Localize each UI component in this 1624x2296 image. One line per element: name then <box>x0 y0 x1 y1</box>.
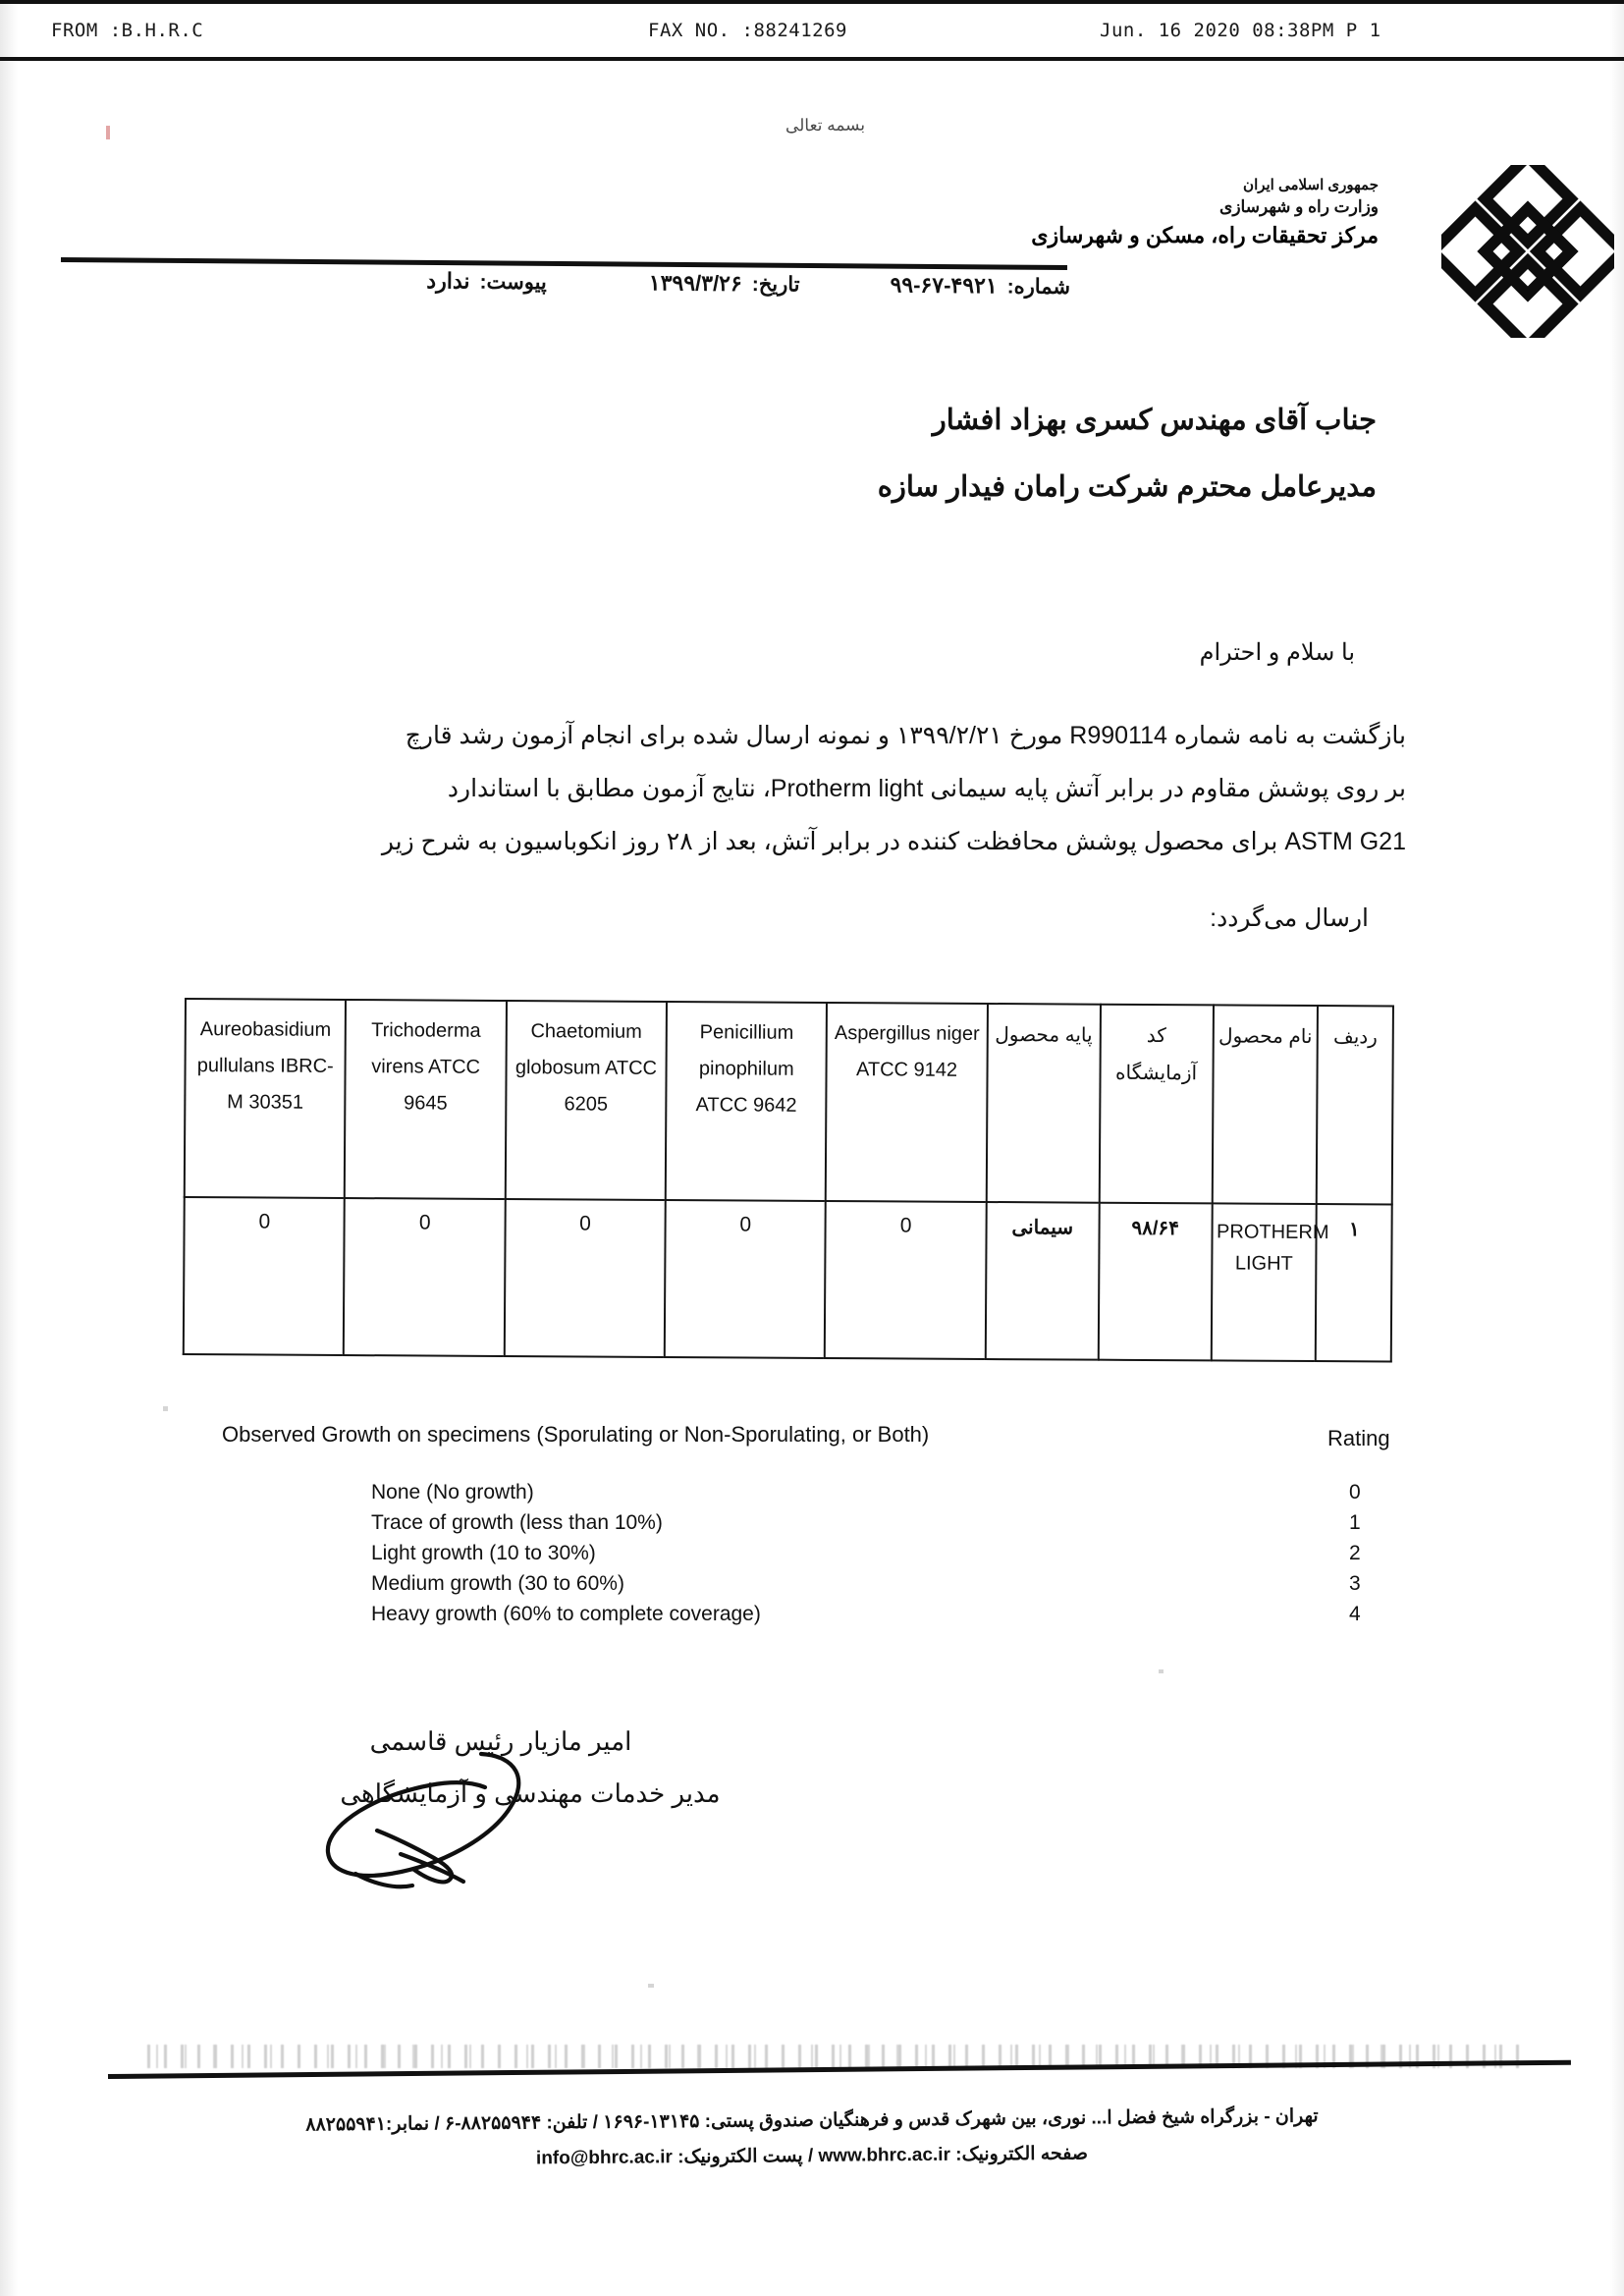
reference-letter-number: R990114 <box>1069 722 1167 749</box>
body-line-2-suffix: ، نتایج آزمون مطابق با استاندارد <box>447 775 771 802</box>
signatory-title: مدیر خدمات مهندسی و آزمایشگاهی <box>340 1778 721 1808</box>
meta-date-label: تاریخ: <box>751 273 800 297</box>
fax-header-top-rule <box>0 0 1624 4</box>
legend-label-medium: Medium growth (30 to 60%) <box>371 1572 624 1595</box>
fax-number-text: FAX NO. :88241269 <box>648 20 847 41</box>
legend-rating-light: 2 <box>1349 1542 1361 1564</box>
legend-rating-header: Rating <box>1327 1426 1390 1450</box>
salutation-text: با سلام و احترام <box>1199 639 1355 666</box>
legend-title: Observed Growth on specimens (Sporulating or Non-Sporulating, or Both) <box>222 1422 930 1447</box>
cell-product-name: PROTHERM LIGHT <box>1211 1203 1317 1361</box>
col-header-lab-code: کد آزمایشگاه <box>1099 1005 1213 1204</box>
body-line-1-prefix: بازگشت به نامه شماره <box>1166 722 1406 749</box>
bhrc-logo-icon <box>1441 165 1614 338</box>
col-header-penicillium: Penicillium pinophilum ATCC 9642 <box>666 1002 828 1201</box>
meta-number-value: ۹۹-۶۷-۴۹۲۱ <box>890 272 998 299</box>
fax-header-bottom-rule <box>0 57 1624 61</box>
footer-web-contact: صفحه الکترونیک: www.bhrc.ac.ir / پست الکترونیک: info@bhrc.ac.ir <box>535 2143 1089 2169</box>
col-header-aureobasidium: Aureobasidium pullulans IBRC-M 30351 <box>185 999 347 1198</box>
results-table-wrapper <box>183 998 1394 1363</box>
meta-attachment <box>426 268 547 295</box>
col-header-product-name: نام محصول <box>1212 1005 1318 1204</box>
legend-label-trace: Trace of growth (less than 10%) <box>371 1511 663 1534</box>
letter-body <box>192 709 1406 868</box>
scan-edge-right <box>1610 0 1624 2296</box>
list-item <box>371 1603 1382 1633</box>
legend-rating-heavy: 4 <box>1349 1603 1361 1625</box>
table-row <box>184 1197 1392 1362</box>
meta-attachment-value: ندارد <box>426 268 470 294</box>
results-table-header-row <box>185 999 1393 1205</box>
meta-attachment-label: پیوست: <box>479 270 547 295</box>
signatory-name: امیر مازیار رئیس قاسمی <box>369 1726 632 1756</box>
list-item <box>371 1511 1382 1542</box>
meta-date-value: ۱۳۹۹/۳/۲۶ <box>648 270 742 297</box>
scan-edge-left <box>0 0 18 2296</box>
signature-block <box>236 1726 766 1809</box>
letterhead <box>1031 175 1379 251</box>
footer-address: تهران - بزرگراه شیخ فضل ا... نوری، بین شهرک قدس و فرهنگیان صندوق پستی: ۱۳۱۴۵-۱۶۹۶ / تلفن: ۸۸۲۵۵۹۴۴-۶ / نمابر:۸۸۲۵۵۹۴۱ <box>305 2105 1319 2136</box>
legend-rating-trace: 1 <box>1349 1511 1361 1534</box>
body-line-2 <box>192 762 1406 815</box>
cell-trichoderma: 0 <box>344 1198 505 1356</box>
list-item <box>371 1572 1382 1603</box>
body-line-2-prefix: بر روی پوشش مقاوم در برابر آتش پایه سیمانی <box>923 775 1406 802</box>
recipient-title: مدیرعامل محترم شرکت رامان فیدار سازه <box>877 471 1377 503</box>
legend-rating-none: 0 <box>1349 1481 1361 1503</box>
standard-name-inline: ASTM G21 <box>1284 828 1406 855</box>
col-header-product-base: پایه محصول <box>986 1004 1100 1203</box>
results-table-body <box>184 1197 1392 1362</box>
fax-timestamp-text: Jun. 16 2020 08:38PM P 1 <box>1100 20 1381 41</box>
cell-chaetomium: 0 <box>505 1199 666 1357</box>
recipient-name: جناب آقای مهندس کسری بهزاد افشار <box>932 405 1377 436</box>
list-item <box>371 1481 1382 1511</box>
legend-list <box>371 1481 1382 1633</box>
legend-label-none: None (No growth) <box>371 1481 534 1503</box>
cell-product-base: سیمانی <box>985 1202 1099 1360</box>
results-table-head <box>185 999 1393 1205</box>
col-header-trichoderma: Trichoderma virens ATCC 9645 <box>345 1000 507 1199</box>
meta-number <box>890 272 1070 300</box>
scan-speck <box>648 1984 654 1988</box>
document-meta-row <box>98 258 1070 306</box>
scan-speck <box>1159 1669 1164 1673</box>
col-header-aspergillus: Aspergillus niger ATCC 9142 <box>826 1003 988 1202</box>
legend-label-heavy: Heavy growth (60% to complete coverage) <box>371 1603 761 1625</box>
body-line-1-suffix: مورخ ۱۳۹۹/۲/۲۱ و نمونه ارسال شده برای انجام آزمون رشد قارچ <box>405 722 1070 749</box>
cell-penicillium: 0 <box>665 1200 826 1358</box>
cell-radif: ۱ <box>1316 1204 1392 1361</box>
legend-rating-medium: 3 <box>1349 1572 1361 1595</box>
body-line-1 <box>192 709 1406 762</box>
fungal-growth-results-table <box>183 998 1394 1363</box>
body-line-3 <box>192 815 1406 868</box>
legend-label-light: Light growth (10 to 30%) <box>371 1542 596 1564</box>
list-item <box>371 1542 1382 1572</box>
body-closing-text: ارسال می‌گردد: <box>1210 904 1369 932</box>
meta-date <box>649 270 800 297</box>
scan-speck <box>106 126 110 139</box>
product-name-inline: Protherm light <box>770 775 924 802</box>
cell-aureobasidium: 0 <box>184 1197 345 1355</box>
fax-from-text: FROM :B.H.R.C <box>51 20 204 41</box>
letterhead-line-3: مرکز تحقیقات راه، مسکن و شهرسازی <box>1031 223 1379 248</box>
cell-aspergillus: 0 <box>825 1201 986 1359</box>
cell-lab-code: ۹۸/۶۴ <box>1098 1203 1212 1361</box>
col-header-radif: ردیف <box>1317 1006 1393 1204</box>
body-line-3-suffix: برای محصول پوشش محافظت کننده در برابر آتش، بعد از ۲۸ روز انکوباسیون به شرح زیر <box>381 828 1285 855</box>
col-header-chaetomium: Chaetomium globosum ATCC 6205 <box>506 1001 668 1200</box>
scan-speck <box>163 1406 168 1411</box>
basmala-text: بسمه تعالی <box>785 115 866 136</box>
meta-number-label: شماره: <box>1006 275 1071 299</box>
fax-transmission-header <box>0 0 1624 61</box>
letterhead-line-1: جمهوری اسلامی ایران <box>1243 177 1379 193</box>
letterhead-line-2: وزارت راه و شهرسازی <box>1219 197 1379 217</box>
